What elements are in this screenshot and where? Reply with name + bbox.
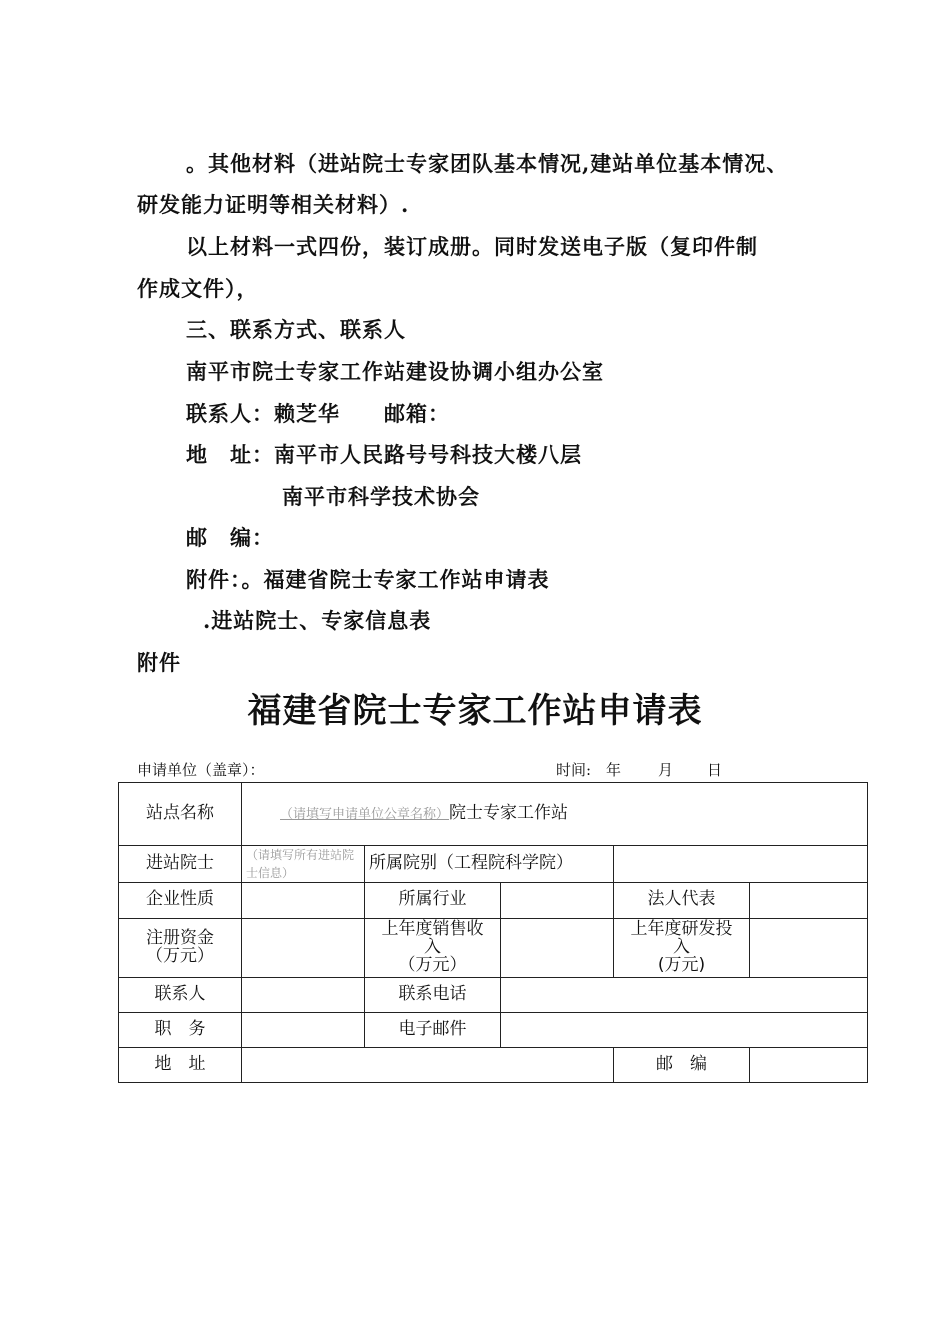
position-field[interactable] bbox=[242, 1012, 365, 1047]
paragraph-line: 作成文件）， bbox=[137, 276, 259, 301]
section-heading: 三、联系方式、联系人 bbox=[186, 317, 406, 342]
email-field[interactable] bbox=[501, 1012, 868, 1047]
paragraph-line: 研发能力证明等相关材料）. bbox=[137, 192, 410, 217]
attachment-heading: 附件 bbox=[137, 650, 181, 675]
sales-label-line: 入 bbox=[424, 936, 441, 957]
date-label: 时间: bbox=[556, 761, 592, 779]
sales-label-line: 上年度销售收 bbox=[381, 918, 484, 939]
month-label: 月 bbox=[658, 761, 674, 779]
rd-label-line: 入 bbox=[673, 936, 690, 957]
address-field[interactable] bbox=[242, 1047, 614, 1082]
postcode-label: 邮 编 bbox=[614, 1047, 750, 1082]
position-label: 职 务 bbox=[119, 1012, 242, 1047]
postcode-field[interactable] bbox=[750, 1047, 868, 1082]
academy-label: 所属院别（工程院科学院） bbox=[365, 846, 614, 883]
table-row bbox=[119, 918, 868, 977]
form-title: 福建省院士专家工作站申请表 bbox=[247, 691, 703, 731]
phone-label: 联系电话 bbox=[365, 977, 501, 1012]
capital-field[interactable] bbox=[242, 918, 365, 977]
paragraph-line: 。其他材料（进站院士专家团队基本情况,建站单位基本情况、 bbox=[186, 151, 789, 176]
table-row bbox=[119, 846, 868, 883]
contact-field[interactable] bbox=[242, 977, 365, 1012]
applicant-label: 申请单位（盖章）： bbox=[137, 761, 265, 779]
capital-label-line: 注册资金 bbox=[146, 927, 214, 948]
organization-line: 南平市科学技术协会 bbox=[282, 484, 480, 509]
legal-rep-label: 法人代表 bbox=[614, 882, 750, 918]
postcode-line: 邮 编： bbox=[186, 525, 274, 550]
paragraph-line: 以上材料一式四份，装订成册。同时发送电子版（复印件制 bbox=[186, 234, 758, 259]
table-row bbox=[119, 1012, 868, 1047]
station-name-label: 站点名称 bbox=[119, 783, 242, 846]
contact-line: 联系人：赖芝华 邮箱： bbox=[186, 401, 450, 426]
academician-hint: （请填写所有进站院士信息） bbox=[246, 848, 355, 880]
rd-label-line: (万元) bbox=[657, 954, 706, 975]
capital-label-line: （万元） bbox=[146, 945, 214, 966]
email-label: 电子邮件 bbox=[365, 1012, 501, 1047]
industry-field[interactable] bbox=[501, 882, 614, 918]
phone-field[interactable] bbox=[501, 977, 868, 1012]
rd-label bbox=[614, 918, 750, 977]
contact-label: 联系人 bbox=[119, 977, 242, 1012]
industry-label: 所属行业 bbox=[365, 882, 501, 918]
sales-label-line: （万元） bbox=[398, 954, 467, 975]
capital-label bbox=[119, 918, 242, 977]
address-label: 地 址 bbox=[119, 1047, 242, 1082]
academician-label: 进站院士 bbox=[119, 846, 242, 883]
attachment-line: 附件：。福建省院士专家工作站申请表 bbox=[186, 567, 550, 592]
sales-label bbox=[365, 918, 501, 977]
attachment-line: .进站院士、专家信息表 bbox=[203, 608, 432, 633]
sales-field[interactable] bbox=[501, 918, 614, 977]
address-line: 地 址：南平市人民路号号科技大楼八层 bbox=[186, 442, 582, 467]
academician-field[interactable] bbox=[242, 846, 365, 883]
table-row bbox=[119, 882, 868, 918]
legal-rep-field[interactable] bbox=[750, 882, 868, 918]
station-name-suffix: 院士专家工作站 bbox=[449, 803, 569, 824]
enterprise-type-field[interactable] bbox=[242, 882, 365, 918]
day-label: 日 bbox=[707, 761, 723, 779]
application-form-table bbox=[118, 782, 868, 1083]
academy-field[interactable] bbox=[614, 846, 868, 883]
station-name-hint: （请填写申请单位公章名称） bbox=[280, 807, 450, 823]
rd-label-line: 上年度研发投 bbox=[630, 918, 733, 939]
table-row bbox=[119, 1047, 868, 1082]
rd-field[interactable] bbox=[750, 918, 868, 977]
year-label: 年 bbox=[606, 761, 622, 779]
station-name-field[interactable] bbox=[242, 783, 868, 846]
enterprise-type-label: 企业性质 bbox=[119, 882, 242, 918]
office-name: 南平市院士专家工作站建设协调小组办公室 bbox=[186, 359, 604, 384]
table-row bbox=[119, 783, 868, 846]
table-row bbox=[119, 977, 868, 1012]
